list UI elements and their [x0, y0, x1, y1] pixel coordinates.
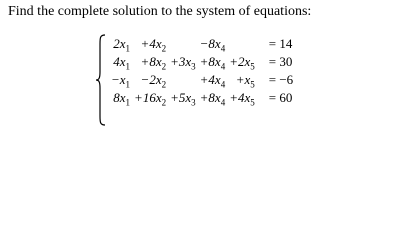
equations-table: [111, 35, 297, 107]
equation-row-3: [111, 71, 297, 89]
problem-statement: Find the complete solution to the system of equations:: [8, 4, 312, 19]
term-x3: [170, 71, 200, 89]
term-x5: $+4x_5$: [229, 90, 255, 108]
term-x2: $-2x_2$: [140, 72, 167, 90]
term-x3: $+5x_3$: [170, 90, 196, 108]
term-x3: $+3x_3$: [170, 54, 196, 72]
equation-row-2: [111, 53, 297, 71]
term-x4: $+8x_4$: [199, 90, 226, 108]
term-x4: $-8x_4$: [199, 36, 226, 54]
right-hand-side: = 14: [268, 36, 293, 51]
term-x1: $8x_1$: [113, 90, 131, 108]
term-x2: $+16x_2$: [134, 90, 167, 108]
term-x5: [229, 35, 259, 53]
left-brace: [95, 34, 107, 126]
right-hand-side: = 30: [268, 54, 293, 69]
term-x4: $+4x_4$: [199, 72, 226, 90]
term-x4: $+8x_4$: [199, 54, 226, 72]
term-x2: $+4x_2$: [140, 36, 167, 54]
term-x5: $+x_5$: [235, 72, 255, 90]
equation-row-1: [111, 35, 297, 53]
equation-system: [95, 34, 415, 130]
term-x3: [170, 35, 200, 53]
right-hand-side: = 60: [268, 90, 293, 105]
term-x1: $4x_1$: [113, 54, 131, 72]
term-x5: $+2x_5$: [229, 54, 255, 72]
right-hand-side: = −6: [268, 72, 294, 87]
term-x1: $2x_1$: [113, 36, 131, 54]
equation-row-4: [111, 89, 297, 107]
term-x1: $-x_1$: [111, 72, 131, 90]
term-x2: $+8x_2$: [140, 54, 167, 72]
